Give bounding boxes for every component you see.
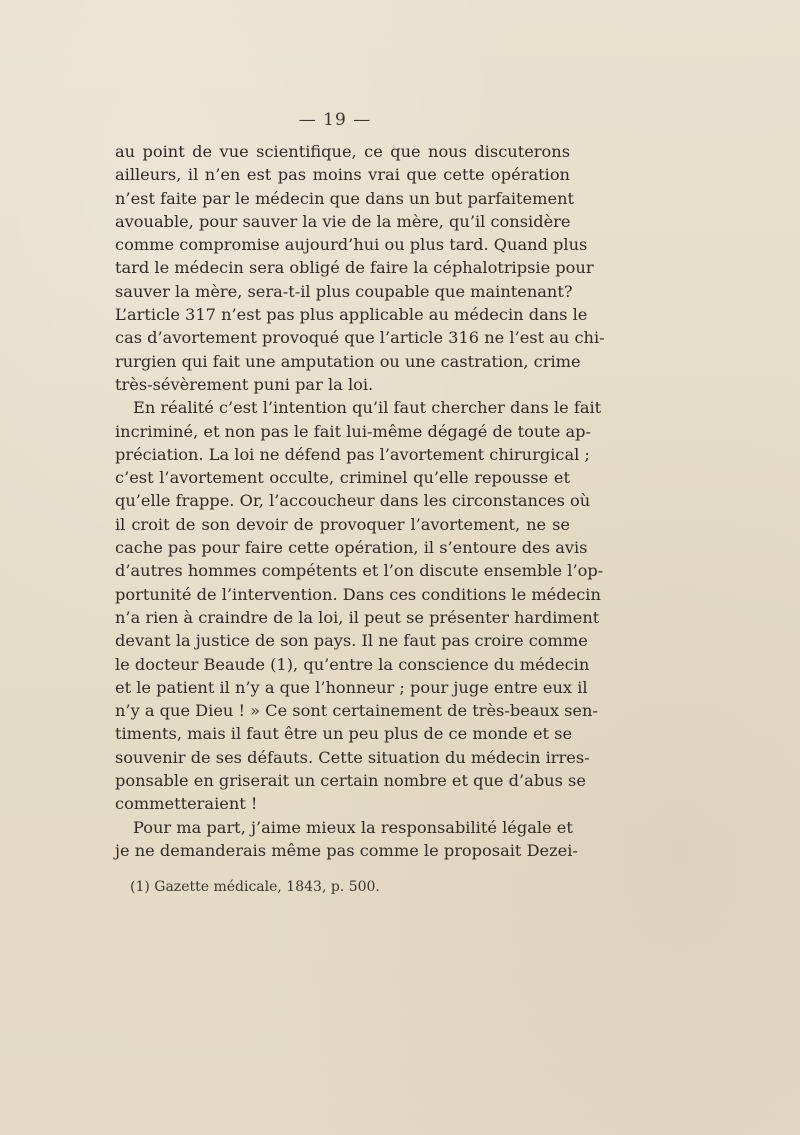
body-text <box>115 140 605 862</box>
text-line: sauver la mère, sera-t-il plus coupable que maintenant? <box>115 281 573 301</box>
text-line: n’y a que Dieu ! » Ce sont certainement de très-beaux sen- <box>115 701 598 721</box>
text-line: cas d’avortement provoqué que l’article 316 ne l’est au chi- <box>115 328 605 348</box>
text-line: le docteur Beaude (1), qu’entre la conscience du médecin <box>115 654 590 674</box>
text-line: commetteraient ! <box>115 794 258 814</box>
text-line: devant la justice de son pays. Il ne faut pas croire comme <box>115 631 588 651</box>
text-line: rurgien qui fait une amputation ou une castration, crime <box>115 351 581 371</box>
text-line: incriminé, et non pas le fait lui-même dégagé de toute ap- <box>115 421 591 441</box>
text-line: il croit de son devoir de provoquer l’avortement, ne se <box>115 514 570 534</box>
text-line: Pour ma part, j’aime mieux la responsabilité légale et <box>133 817 573 837</box>
text-line: ailleurs, il n’en est pas moins vrai que cette opération <box>115 165 570 185</box>
page-number: — 19 — <box>298 110 372 130</box>
text-line: cache pas pour faire cette opération, il s’entoure des avis <box>115 538 588 558</box>
text-line: n’est faite par le médecin que dans un but parfaitement <box>115 188 574 208</box>
text-line: En réalité c’est l’intention qu’il faut chercher dans le fait <box>133 398 602 418</box>
text-line: n’a rien à craindre de la loi, il peut se présenter hardiment <box>115 607 600 627</box>
text-line: préciation. La loi ne défend pas l’avortement chirurgical ; <box>115 444 590 464</box>
text-line: avouable, pour sauver la vie de la mère, qu’il considère <box>115 211 571 231</box>
text-line: et le patient il n’y a que l’honneur ; pour juge entre eux il <box>115 677 588 697</box>
text-line: tard le médecin sera obligé de faire la céphalotripsie pour <box>115 258 594 278</box>
footnote: (1) Gazette médicale, 1843, p. 500. <box>130 879 380 895</box>
text-line: L’article 317 n’est pas plus applicable au médecin dans le <box>115 305 588 325</box>
text-line: comme compromise aujourd’hui ou plus tard. Quand plus <box>115 235 588 255</box>
text-line: très-sévèrement puni par la loi. <box>115 374 374 394</box>
text-line: au point de vue scientifique, ce que nous discuterons <box>115 142 570 161</box>
text-line: ponsable en griserait un certain nombre et que d’abus se <box>115 771 586 791</box>
text-line: souvenir de ses défauts. Cette situation du médecin irres- <box>115 747 590 767</box>
text-line: portunité de l’intervention. Dans ces conditions le médecin <box>115 584 601 604</box>
text-line: timents, mais il faut être un peu plus de ce monde et se <box>115 724 573 744</box>
text-line: je ne demanderais même pas comme le proposait Dezei- <box>115 840 578 860</box>
text-line: c’est l’avortement occulte, criminel qu’elle repousse et <box>115 468 570 488</box>
text-line: qu’elle frappe. Or, l’accoucheur dans les circonstances où <box>115 491 591 511</box>
text-line: d’autres hommes compétents et l’on discute ensemble l’op- <box>115 561 604 581</box>
